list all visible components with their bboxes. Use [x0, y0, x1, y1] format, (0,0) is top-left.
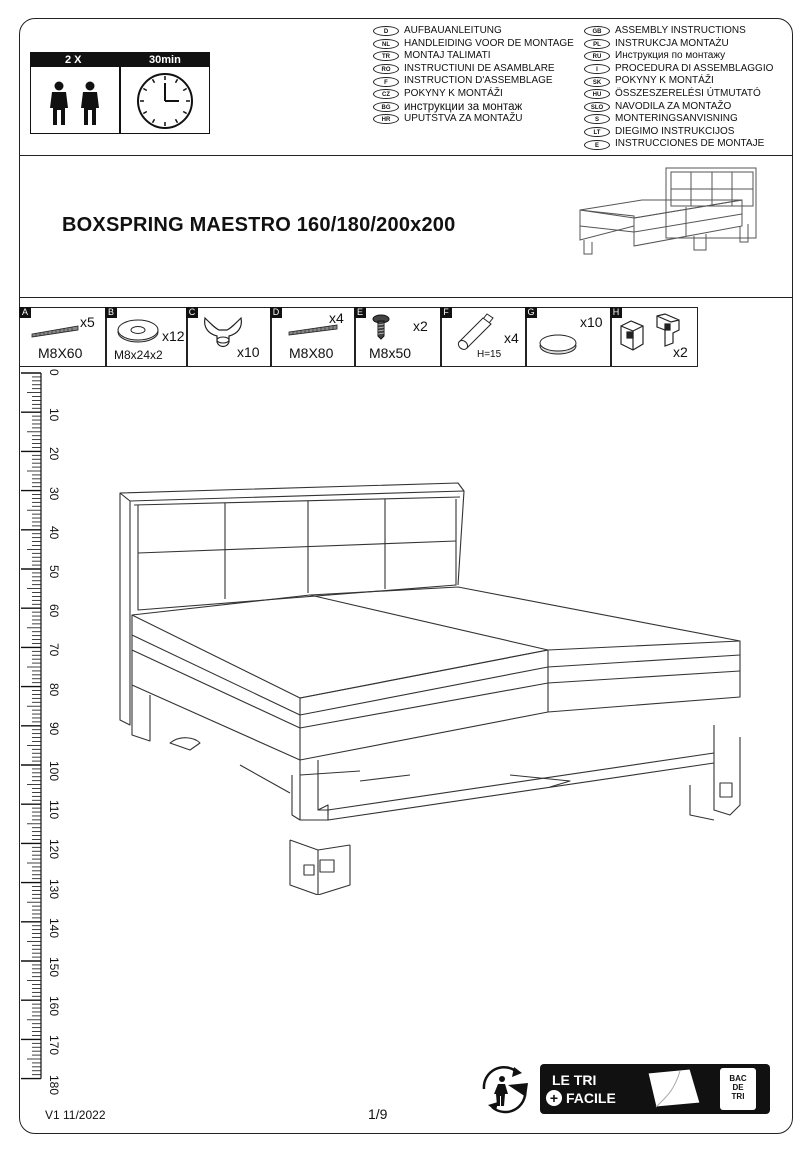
title-divider — [19, 297, 793, 298]
language-text: INSTRUCTION D'ASSEMBLAGE — [404, 75, 553, 87]
language-code: RU — [584, 51, 610, 61]
version-label: V1 11/2022 — [45, 1108, 106, 1122]
language-code: CZ — [373, 89, 399, 99]
two-persons-icon — [45, 81, 105, 127]
language-code: SK — [584, 77, 610, 87]
part-c — [186, 307, 272, 367]
part-quantity: x4 — [504, 330, 519, 346]
ruler-label: 0 — [47, 369, 61, 376]
header-divider — [19, 155, 793, 156]
part-size: M8X60 — [38, 345, 83, 361]
ruler-label: 50 — [47, 565, 61, 579]
part-d — [270, 307, 356, 367]
language-code: SLO — [584, 102, 610, 112]
language-row — [373, 113, 574, 126]
bin-text: DE — [732, 1083, 744, 1092]
ruler-label: 30 — [47, 486, 61, 500]
screw-icon — [371, 314, 391, 340]
language-code: HR — [373, 114, 399, 124]
ruler-label: 70 — [47, 643, 61, 657]
language-code: TR — [373, 51, 399, 61]
part-g — [525, 307, 612, 367]
language-text: UPUTSTVA ZA MONTAŽU — [404, 113, 523, 125]
language-text: NAVODILA ZA MONTAŽO — [615, 100, 732, 112]
part-letter: A — [19, 307, 31, 318]
foot-leg-icon — [451, 312, 501, 352]
ruler-label: 60 — [47, 604, 61, 618]
language-row — [584, 63, 773, 76]
page-number: 1/9 — [368, 1106, 388, 1122]
ruler-label: 170 — [47, 1035, 61, 1056]
people-time-box — [30, 52, 210, 134]
part-b — [105, 307, 188, 367]
language-code: E — [584, 140, 610, 150]
language-text: INSTRUKCJA MONTAŻU — [615, 37, 729, 49]
language-code: F — [373, 77, 399, 87]
language-text: INSTRUCTIUNI DE ASAMBLARE — [404, 62, 555, 74]
language-text: ÖSSZESZERELÉSI ÚTMUTATÓ — [615, 87, 761, 99]
language-code: PL — [584, 39, 610, 49]
ruler-label: 160 — [47, 996, 61, 1017]
ruler-label: 80 — [47, 682, 61, 696]
language-code: HU — [584, 89, 610, 99]
language-code: I — [584, 64, 610, 74]
paper-icon — [644, 1067, 708, 1111]
part-quantity: x10 — [237, 344, 260, 360]
part-size: M8x50 — [369, 345, 412, 361]
language-row — [373, 75, 574, 88]
part-e — [354, 307, 442, 367]
language-code: D — [373, 26, 399, 36]
language-code: LT — [584, 127, 610, 137]
language-row — [584, 101, 773, 114]
ruler-label: 110 — [47, 800, 61, 820]
people-count: 2 X — [65, 54, 82, 66]
part-quantity: x2 — [673, 344, 688, 360]
part-quantity: x12 — [162, 328, 185, 344]
part-quantity: x4 — [329, 310, 344, 326]
recycle-bin-icon — [720, 1068, 756, 1110]
ruler-label: 120 — [47, 839, 61, 860]
language-code: BG — [373, 102, 399, 112]
language-text: POKYNY K MONTÁŽI — [615, 75, 714, 87]
language-list-left — [373, 25, 574, 126]
felt-pad-icon — [538, 332, 578, 356]
measuring-ruler — [21, 369, 61, 1095]
part-letter: C — [186, 307, 198, 318]
ruler-label: 100 — [47, 761, 61, 782]
part-letter: E — [354, 307, 366, 318]
bed-illustration — [110, 475, 760, 895]
language-text: HANDLEIDING VOOR DE MONTAGE — [404, 37, 574, 49]
language-row — [584, 88, 773, 101]
language-row — [584, 126, 773, 139]
part-size: M8x24x2 — [114, 348, 163, 362]
part-quantity: x5 — [80, 314, 95, 330]
bed-thumbnail — [574, 162, 764, 280]
part-h — [610, 307, 698, 367]
language-row — [373, 50, 574, 63]
part-f — [440, 307, 527, 367]
language-text: MONTAJ TALIMATI — [404, 50, 491, 62]
box-separator — [119, 53, 121, 133]
part-letter: B — [105, 307, 117, 318]
language-row — [373, 101, 574, 114]
language-code: S — [584, 114, 610, 124]
language-row — [373, 25, 574, 38]
part-size: M8X80 — [289, 345, 334, 361]
part-quantity: x2 — [413, 318, 428, 334]
badge-line-2: FACILE — [566, 1090, 616, 1106]
language-row — [373, 88, 574, 101]
language-row — [584, 38, 773, 51]
part-quantity: x10 — [580, 314, 603, 330]
language-row — [584, 50, 773, 63]
part-letter: H — [610, 307, 622, 318]
ruler-label: 90 — [47, 721, 61, 736]
ruler-label: 150 — [47, 957, 61, 978]
ruler-label: 180 — [47, 1074, 61, 1095]
bin-text: BAC — [729, 1074, 747, 1083]
language-list-right — [584, 25, 773, 151]
language-row — [584, 25, 773, 38]
language-text: ASSEMBLY INSTRUCTIONS — [615, 25, 746, 36]
language-text: MONTERINGSANVISNING — [615, 113, 738, 125]
language-text: инструкции за монтаж — [404, 100, 523, 113]
ruler-label: 40 — [47, 525, 61, 540]
threaded-bolt-icon — [30, 324, 80, 338]
part-a — [19, 307, 107, 367]
language-text: AUFBAUANLEITUNG — [404, 25, 502, 36]
triman-recycle-icon — [478, 1063, 538, 1115]
language-text: INSTRUCCIONES DE MONTAJE — [615, 138, 765, 150]
ruler-label: 20 — [47, 447, 61, 461]
language-row — [584, 138, 773, 151]
language-text: Инструкция по монтажу — [615, 50, 726, 62]
part-letter: G — [525, 307, 537, 318]
part-size: H=15 — [477, 349, 502, 360]
ruler-label: 140 — [47, 917, 61, 938]
ruler-label: 10 — [47, 408, 61, 422]
plus-icon: + — [546, 1090, 562, 1106]
language-row — [373, 38, 574, 51]
language-row — [584, 113, 773, 126]
language-text: POKYNY K MONTÁŽI — [404, 87, 503, 99]
badge-line-1: LE TRI — [552, 1072, 597, 1088]
washer-icon — [116, 318, 160, 344]
bin-text: TRI — [731, 1092, 745, 1101]
le-tri-facile-badge — [540, 1064, 770, 1114]
assembly-time: 30min — [149, 54, 181, 66]
clock-icon — [135, 71, 195, 131]
language-code: GB — [584, 26, 610, 36]
ruler-label: 130 — [47, 878, 61, 899]
connector-bracket-icon — [617, 312, 681, 352]
language-text: DIEGIMO INSTRUKCIJOS — [615, 125, 735, 137]
language-code: RO — [373, 64, 399, 74]
language-text: PROCEDURA DI ASSEMBLAGGIO — [615, 62, 774, 74]
language-code: NL — [373, 39, 399, 49]
language-row — [373, 63, 574, 76]
part-letter: D — [270, 307, 282, 318]
part-letter: F — [440, 307, 452, 318]
language-row — [584, 75, 773, 88]
product-title: BOXSPRING MAESTRO 160/180/200x200 — [62, 214, 456, 236]
